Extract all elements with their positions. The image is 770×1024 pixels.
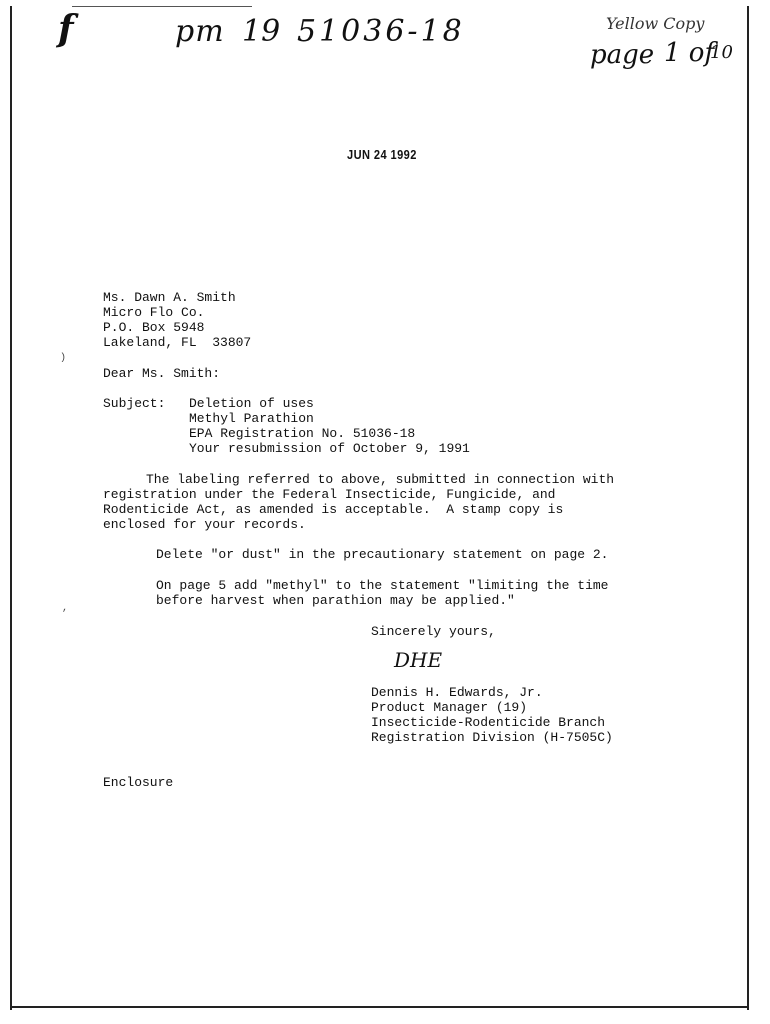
signature-initials: DHE [394,648,443,672]
body-p3-line-1: On page 5 add "methyl" to the statement "limiting the time [156,578,609,593]
subject-line-2: Methyl Parathion [189,411,314,426]
signer-division: Registration Division (H-7505C) [371,730,613,745]
page-edge-left [10,6,12,1010]
address-line-2: Micro Flo Co. [103,305,205,320]
subject-label: Subject: [103,396,166,411]
salutation: Dear Ms. Smith: [103,366,221,381]
closing: Sincerely yours, [371,624,496,639]
handwritten-page-total: 10 [710,42,733,63]
handwritten-page-number: 1 of [664,38,715,68]
address-line-1: Ms. Dawn A. Smith [103,290,236,305]
subject-line-1: Deletion of uses [189,396,314,411]
body-p1-line-1: The labeling referred to above, submitted in connection with [146,472,615,487]
top-rule [72,6,252,7]
body-p1-line-4: enclosed for your records. [103,517,306,532]
page-edge-right [747,6,749,1010]
margin-tick-2: , [62,603,69,614]
body-p2: Delete "or dust" in the precautionary statement on page 2. [156,547,609,562]
margin-tick: ) [60,353,67,364]
handwritten-pm: pm [175,14,225,49]
subject-line-4: Your resubmission of October 9, 1991 [189,441,470,456]
handwritten-pm-number: 19 [242,14,281,49]
handwritten-page-word: page [590,40,655,70]
margin-mark: f [58,8,74,50]
handwritten-yellow-copy: Yellow Copy [606,14,705,33]
signer-name: Dennis H. Edwards, Jr. [371,685,543,700]
enclosure-note: Enclosure [103,775,174,790]
date-stamp: JUN 24 1992 [347,147,417,162]
signer-branch: Insecticide-Rodenticide Branch [371,715,606,730]
body-p1-line-3: Rodenticide Act, as amended is acceptable. A stamp copy is [103,502,564,517]
body-p1-line-2: registration under the Federal Insecticide, Fungicide, and [103,487,556,502]
address-line-3: P.O. Box 5948 [103,320,205,335]
handwritten-registration: 51036-18 [297,14,465,49]
subject-line-3: EPA Registration No. 51036-18 [189,426,416,441]
address-line-4: Lakeland, FL 33807 [103,335,252,350]
signer-title: Product Manager (19) [371,700,528,715]
body-p3-line-2: before harvest when parathion may be applied." [156,593,515,608]
page-edge-bottom [10,1006,749,1008]
